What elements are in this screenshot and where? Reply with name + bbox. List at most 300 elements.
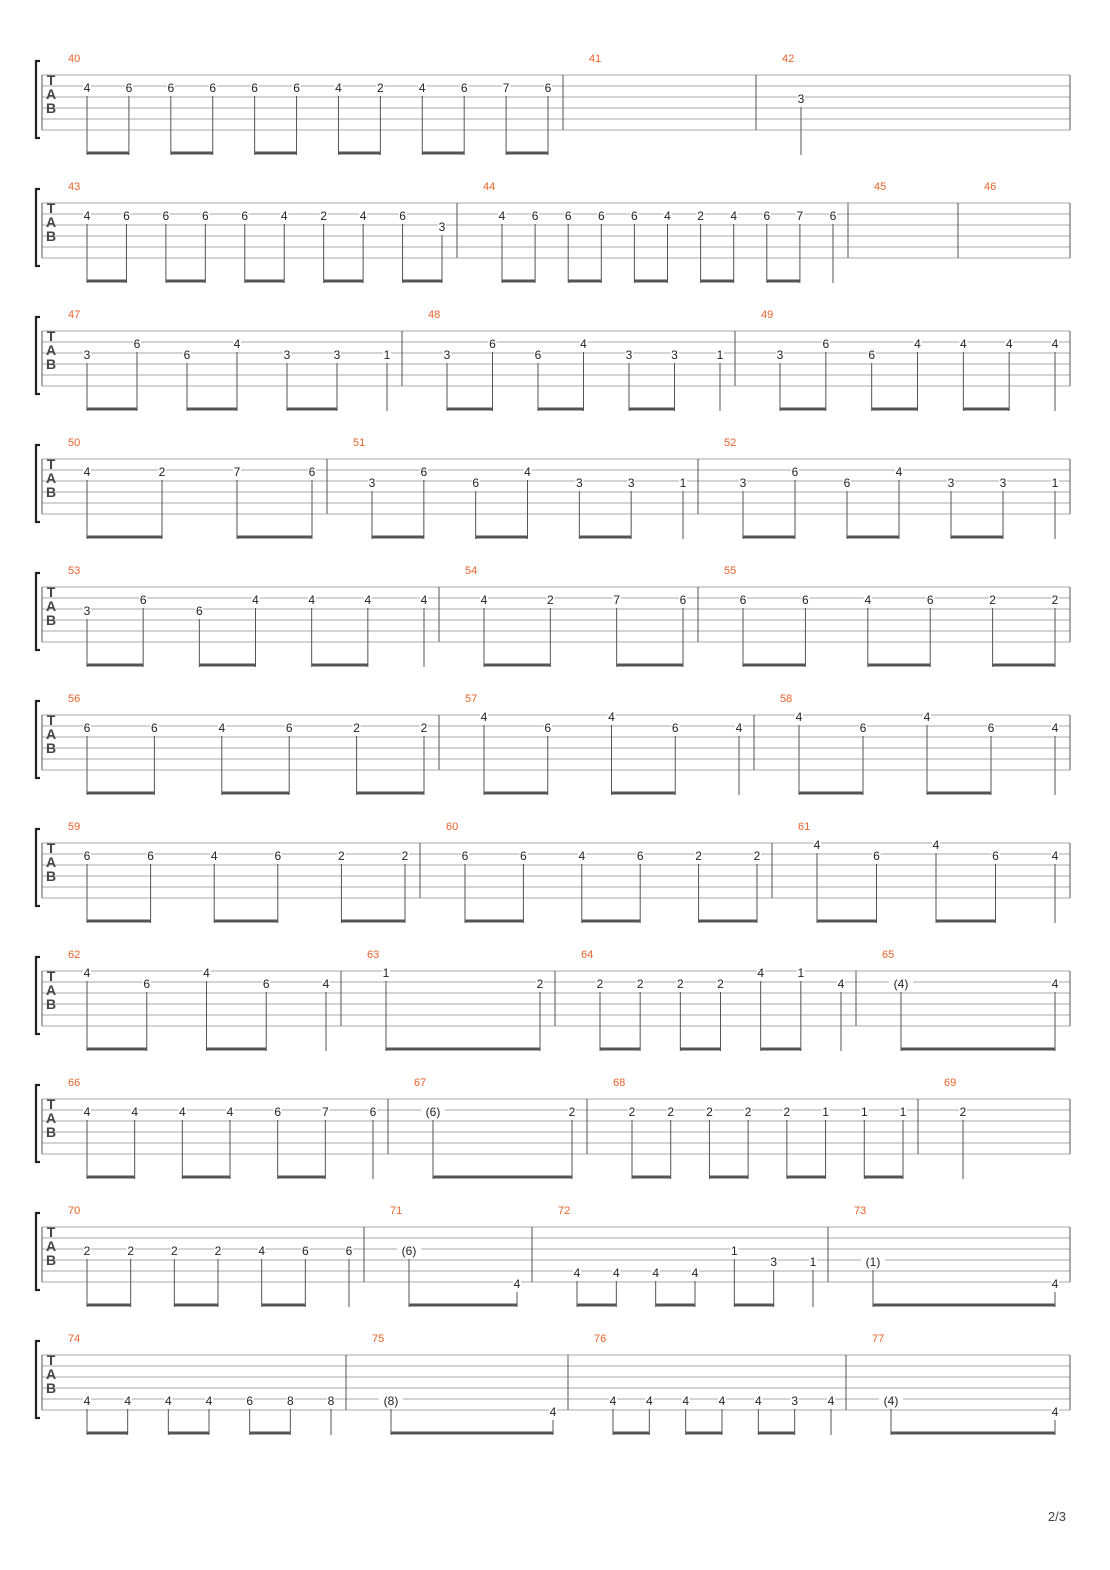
fret-number: 3 bbox=[671, 348, 678, 362]
measure bbox=[68, 181, 446, 283]
fret-number: 4 bbox=[1051, 1277, 1059, 1291]
fret-number: 4 bbox=[864, 593, 872, 607]
tab-clef-letter: B bbox=[45, 100, 57, 116]
fret-number: (8) bbox=[383, 1394, 399, 1408]
tab-clef-letter: B bbox=[45, 612, 57, 628]
measure bbox=[483, 181, 837, 283]
fret-number: 7 bbox=[233, 465, 241, 479]
measure bbox=[465, 565, 687, 667]
tab-clef-letter: B bbox=[45, 1380, 57, 1396]
measure bbox=[68, 693, 428, 795]
fret-number: 1 bbox=[730, 1244, 738, 1258]
fret-number: 4 bbox=[730, 209, 738, 223]
fret-number: 2 bbox=[717, 977, 724, 991]
tab-clef-letter: T bbox=[46, 1224, 56, 1240]
measure-number: 54 bbox=[465, 565, 478, 577]
fret-number: 4 bbox=[1051, 721, 1059, 735]
fret-number: 6 bbox=[802, 593, 809, 607]
tab-clef-letter: T bbox=[46, 328, 56, 344]
measure-number: 51 bbox=[353, 437, 366, 449]
tab-clef-letter: A bbox=[45, 982, 57, 998]
measure bbox=[613, 1077, 907, 1179]
system-bracket bbox=[36, 573, 40, 650]
fret-number: 4 bbox=[83, 966, 91, 980]
fret-number: 4 bbox=[959, 337, 967, 351]
fret-number: 6 bbox=[544, 81, 552, 95]
measure bbox=[724, 565, 1059, 667]
measure-number: 60 bbox=[446, 821, 459, 833]
fret-number: 6 bbox=[274, 1105, 282, 1119]
measure-number: 44 bbox=[483, 181, 496, 193]
page-number: 2/3 bbox=[1047, 1509, 1066, 1524]
measure bbox=[798, 821, 1059, 923]
fret-number: (4) bbox=[883, 1394, 899, 1408]
fret-number: 4 bbox=[923, 710, 931, 724]
measure bbox=[390, 1205, 521, 1307]
system-bracket bbox=[36, 829, 40, 906]
fret-number: 6 bbox=[843, 476, 851, 490]
measure-number: 42 bbox=[782, 53, 795, 65]
fret-number: 1 bbox=[809, 1255, 817, 1269]
fret-number: 1 bbox=[1051, 476, 1059, 490]
system-bracket bbox=[36, 61, 40, 138]
fret-number: 6 bbox=[763, 209, 771, 223]
fret-number: 2 bbox=[127, 1244, 135, 1258]
fret-number: 4 bbox=[691, 1266, 699, 1280]
tab-clef-letter: A bbox=[45, 1238, 57, 1254]
fret-number: 4 bbox=[131, 1105, 139, 1119]
fret-number: 4 bbox=[83, 465, 91, 479]
fret-number: 2 bbox=[783, 1105, 791, 1119]
fret-number: 4 bbox=[164, 1394, 172, 1408]
measure bbox=[414, 1077, 576, 1179]
fret-number: 2 bbox=[170, 1244, 178, 1258]
measure-number: 75 bbox=[372, 1333, 385, 1345]
measure-number: 58 bbox=[780, 693, 793, 705]
system-bracket bbox=[36, 189, 40, 266]
fret-number: 2 bbox=[214, 1244, 222, 1258]
fret-number: 6 bbox=[829, 209, 837, 223]
fret-number: 6 bbox=[987, 721, 995, 735]
measure-number: 68 bbox=[613, 1077, 626, 1089]
measure-number: 40 bbox=[68, 53, 81, 65]
system-bracket bbox=[36, 957, 40, 1034]
fret-number: 6 bbox=[133, 337, 141, 351]
measure bbox=[446, 821, 761, 923]
fret-number: 6 bbox=[399, 209, 406, 223]
tab-clef-letter: A bbox=[45, 1366, 57, 1382]
fret-number: 4 bbox=[718, 1394, 726, 1408]
fret-number: 4 bbox=[813, 838, 821, 852]
fret-number: 6 bbox=[123, 209, 130, 223]
measure bbox=[782, 53, 805, 155]
fret-number: 2 bbox=[1051, 593, 1059, 607]
fret-number: 6 bbox=[369, 1105, 377, 1119]
fret-number: 4 bbox=[735, 721, 743, 735]
measure-number: 63 bbox=[367, 949, 380, 961]
measure bbox=[428, 309, 724, 411]
measure bbox=[944, 1077, 967, 1179]
fret-number: 6 bbox=[151, 721, 158, 735]
fret-number: 6 bbox=[631, 209, 638, 223]
fret-number: 6 bbox=[139, 593, 147, 607]
fret-number: 4 bbox=[682, 1394, 690, 1408]
measure bbox=[367, 949, 544, 1051]
fret-number: 2 bbox=[695, 849, 702, 863]
tab-clef-letter: B bbox=[45, 356, 57, 372]
fret-number: 4 bbox=[580, 337, 587, 351]
fret-number: 1 bbox=[383, 348, 391, 362]
tab-clef-letter: T bbox=[46, 840, 56, 856]
fret-number: 6 bbox=[209, 81, 217, 95]
fret-number: 8 bbox=[327, 1394, 335, 1408]
fret-number: 3 bbox=[83, 604, 91, 618]
fret-number: 4 bbox=[233, 337, 241, 351]
fret-number: 2 bbox=[420, 721, 428, 735]
tab-clef-letter: B bbox=[45, 740, 57, 756]
fret-number: 4 bbox=[364, 593, 372, 607]
system-bracket bbox=[36, 1213, 40, 1290]
fret-number: 6 bbox=[183, 348, 191, 362]
measure bbox=[465, 693, 743, 795]
measure-number: 49 bbox=[761, 309, 774, 321]
fret-number: 4 bbox=[480, 593, 488, 607]
fret-number: 4 bbox=[83, 209, 91, 223]
fret-number: 6 bbox=[83, 849, 91, 863]
fret-number: 4 bbox=[252, 593, 259, 607]
measure bbox=[581, 949, 845, 1051]
fret-number: 4 bbox=[757, 966, 765, 980]
measure-number: 55 bbox=[724, 565, 737, 577]
fret-number: 1 bbox=[716, 348, 724, 362]
measure bbox=[761, 309, 1059, 411]
tab-clef-letter: A bbox=[45, 86, 57, 102]
fret-number: 3 bbox=[438, 220, 446, 234]
tab-clef-letter: T bbox=[46, 72, 56, 88]
fret-number: 4 bbox=[664, 209, 671, 223]
fret-number: 4 bbox=[226, 1105, 234, 1119]
fret-number: 6 bbox=[293, 81, 300, 95]
fret-number: 6 bbox=[308, 465, 316, 479]
fret-number: 4 bbox=[573, 1266, 581, 1280]
tab-clef-letter: B bbox=[45, 868, 57, 884]
fret-number: 6 bbox=[868, 348, 876, 362]
fret-number: 4 bbox=[837, 977, 845, 991]
fret-number: 4 bbox=[418, 81, 426, 95]
tab-clef-letter: B bbox=[45, 996, 57, 1012]
fret-number: 6 bbox=[822, 337, 830, 351]
fret-number: 6 bbox=[544, 721, 552, 735]
measure bbox=[68, 1077, 377, 1179]
tab-clef-letter: A bbox=[45, 726, 57, 742]
fret-number: 4 bbox=[578, 849, 586, 863]
fret-number: 2 bbox=[628, 1105, 636, 1119]
tab-clef-letter: T bbox=[46, 1096, 56, 1112]
fret-number: 2 bbox=[338, 849, 345, 863]
fret-number: 6 bbox=[489, 337, 496, 351]
fret-number: 4 bbox=[1051, 849, 1059, 863]
fret-number: 4 bbox=[895, 465, 903, 479]
fret-number: 4 bbox=[1051, 337, 1059, 351]
fret-number: (6) bbox=[401, 1244, 417, 1258]
fret-number: 6 bbox=[125, 81, 133, 95]
fret-number: 2 bbox=[636, 977, 644, 991]
measure-number: 74 bbox=[68, 1333, 81, 1345]
fret-number: 6 bbox=[679, 593, 687, 607]
fret-number: 4 bbox=[210, 849, 218, 863]
fret-number: 2 bbox=[158, 465, 166, 479]
measure-number: 61 bbox=[798, 821, 811, 833]
fret-number: 4 bbox=[335, 81, 342, 95]
system-bracket bbox=[36, 1085, 40, 1162]
fret-number: 6 bbox=[301, 1244, 309, 1258]
measure-number: 70 bbox=[68, 1205, 81, 1217]
staff-system bbox=[36, 821, 1070, 923]
measure-number: 57 bbox=[465, 693, 478, 705]
fret-number: 3 bbox=[368, 476, 376, 490]
fret-number: 6 bbox=[992, 849, 999, 863]
fret-number: 6 bbox=[162, 209, 170, 223]
measure bbox=[353, 437, 687, 539]
fret-number: 6 bbox=[859, 721, 867, 735]
measure bbox=[68, 1205, 353, 1307]
fret-number: 4 bbox=[359, 209, 367, 223]
measure bbox=[874, 181, 886, 193]
measure-number: 43 bbox=[68, 181, 81, 193]
measure-number: 45 bbox=[874, 181, 887, 193]
tab-clef-letter: A bbox=[45, 470, 57, 486]
fret-number: 2 bbox=[697, 209, 704, 223]
fret-number: 6 bbox=[262, 977, 270, 991]
staff-system bbox=[36, 1077, 1070, 1179]
fret-number: 6 bbox=[520, 849, 527, 863]
fret-number: 8 bbox=[286, 1394, 294, 1408]
measure bbox=[724, 437, 1059, 539]
fret-number: 6 bbox=[472, 476, 480, 490]
system-bracket bbox=[36, 1341, 40, 1418]
fret-number: 6 bbox=[246, 1394, 254, 1408]
fret-number: 4 bbox=[83, 1105, 91, 1119]
fret-number: 4 bbox=[124, 1394, 132, 1408]
fret-number: 4 bbox=[652, 1266, 660, 1280]
fret-number: 3 bbox=[776, 348, 784, 362]
staff-system bbox=[36, 1205, 1070, 1307]
fret-number: 4 bbox=[83, 1394, 91, 1408]
measure-number: 62 bbox=[68, 949, 81, 961]
staff-system bbox=[36, 693, 1070, 795]
fret-number: 4 bbox=[1051, 977, 1059, 991]
tab-clef-letter: A bbox=[45, 854, 57, 870]
fret-number: 6 bbox=[143, 977, 151, 991]
fret-number: 6 bbox=[791, 465, 799, 479]
fret-number: 6 bbox=[285, 721, 293, 735]
fret-number: 4 bbox=[608, 710, 615, 724]
fret-number: 2 bbox=[536, 977, 544, 991]
fret-number: 1 bbox=[382, 966, 390, 980]
fret-number: 1 bbox=[899, 1105, 907, 1119]
fret-number: 6 bbox=[636, 849, 644, 863]
fret-number: 2 bbox=[401, 849, 409, 863]
fret-number: 4 bbox=[549, 1405, 557, 1419]
fret-number: 1 bbox=[679, 476, 687, 490]
fret-number: 4 bbox=[645, 1394, 653, 1408]
staff-system bbox=[36, 949, 1070, 1051]
measure-number: 53 bbox=[68, 565, 81, 577]
fret-number: 6 bbox=[671, 721, 679, 735]
fret-number: 6 bbox=[251, 81, 258, 95]
tab-clef-letter: B bbox=[45, 1124, 57, 1140]
fret-number: 7 bbox=[796, 209, 804, 223]
measure-number: 77 bbox=[872, 1333, 885, 1345]
staff-system bbox=[36, 565, 1070, 667]
fret-number: 6 bbox=[460, 81, 468, 95]
fret-number: 4 bbox=[609, 1394, 617, 1408]
fret-number: 4 bbox=[280, 209, 288, 223]
fret-number: 6 bbox=[597, 209, 605, 223]
fret-number: 4 bbox=[754, 1394, 762, 1408]
staff-system bbox=[36, 309, 1070, 411]
fret-number: 2 bbox=[706, 1105, 713, 1119]
fret-number: 1 bbox=[860, 1105, 868, 1119]
measure bbox=[854, 1205, 1059, 1307]
fret-number: 4 bbox=[914, 337, 921, 351]
tab-clef-letter: A bbox=[45, 598, 57, 614]
measure bbox=[68, 949, 330, 1051]
tab-clef-letter: T bbox=[46, 200, 56, 216]
fret-number: 6 bbox=[241, 209, 249, 223]
measure-number: 48 bbox=[428, 309, 441, 321]
measure bbox=[780, 693, 1059, 795]
fret-number: 6 bbox=[201, 209, 209, 223]
fret-number: 2 bbox=[568, 1105, 576, 1119]
fret-number: 6 bbox=[274, 849, 282, 863]
fret-number: 4 bbox=[1005, 337, 1013, 351]
tab-clef-letter: T bbox=[46, 968, 56, 984]
fret-number: 3 bbox=[443, 348, 451, 362]
fret-number: 3 bbox=[625, 348, 633, 362]
measure-number: 71 bbox=[390, 1205, 403, 1217]
fret-number: 6 bbox=[534, 348, 542, 362]
fret-number: 3 bbox=[999, 476, 1007, 490]
fret-number: 6 bbox=[564, 209, 572, 223]
fret-number: 3 bbox=[283, 348, 291, 362]
measure bbox=[872, 1333, 1059, 1435]
fret-number: 3 bbox=[791, 1394, 799, 1408]
measure-number: 41 bbox=[589, 53, 602, 65]
fret-number: 6 bbox=[531, 209, 539, 223]
measure-number: 46 bbox=[984, 181, 997, 193]
fret-number: 3 bbox=[575, 476, 583, 490]
fret-number: 4 bbox=[827, 1394, 835, 1408]
fret-number: 3 bbox=[333, 348, 341, 362]
measure-number: 76 bbox=[594, 1333, 607, 1345]
measure-number: 73 bbox=[854, 1205, 867, 1217]
tab-clef-letter: T bbox=[46, 1352, 56, 1368]
measure bbox=[984, 181, 996, 193]
measure-number: 67 bbox=[414, 1077, 427, 1089]
fret-number: 6 bbox=[461, 849, 469, 863]
fret-number: 2 bbox=[596, 977, 604, 991]
fret-number: 4 bbox=[420, 593, 428, 607]
staff-system bbox=[36, 1333, 1070, 1435]
tab-clef-letter: T bbox=[46, 584, 56, 600]
measure bbox=[68, 565, 428, 667]
fret-number: 4 bbox=[178, 1105, 186, 1119]
measure bbox=[372, 1333, 557, 1435]
fret-number: 2 bbox=[353, 721, 360, 735]
fret-number: 6 bbox=[345, 1244, 353, 1258]
fret-number: 4 bbox=[480, 710, 488, 724]
measure bbox=[594, 1333, 835, 1435]
fret-number: 2 bbox=[989, 593, 996, 607]
measure-number: 72 bbox=[558, 1205, 571, 1217]
tab-clef-letter: T bbox=[46, 456, 56, 472]
system-bracket bbox=[36, 701, 40, 778]
fret-number: 2 bbox=[377, 81, 384, 95]
fret-number: 2 bbox=[676, 977, 684, 991]
fret-number: 7 bbox=[321, 1105, 329, 1119]
fret-number: 1 bbox=[797, 966, 805, 980]
measure-number: 59 bbox=[68, 821, 81, 833]
fret-number: 1 bbox=[822, 1105, 829, 1119]
measure-number: 64 bbox=[581, 949, 594, 961]
fret-number: 2 bbox=[753, 849, 761, 863]
fret-number: 4 bbox=[612, 1266, 620, 1280]
measure bbox=[68, 53, 552, 155]
fret-number: (1) bbox=[865, 1255, 881, 1269]
system-bracket bbox=[36, 317, 40, 394]
fret-number: 4 bbox=[498, 209, 506, 223]
measure-number: 52 bbox=[724, 437, 737, 449]
fret-number: (6) bbox=[425, 1105, 441, 1119]
fret-number: 6 bbox=[873, 849, 880, 863]
fret-number: 3 bbox=[627, 476, 635, 490]
fret-number: 3 bbox=[739, 476, 747, 490]
fret-number: 3 bbox=[770, 1255, 778, 1269]
fret-number: 4 bbox=[932, 838, 940, 852]
fret-number: 6 bbox=[926, 593, 934, 607]
tab-clef-letter: A bbox=[45, 342, 57, 358]
fret-number: 2 bbox=[667, 1105, 675, 1119]
tab-clef-letter: B bbox=[45, 1252, 57, 1268]
measure bbox=[68, 309, 391, 411]
tab-clef-letter: B bbox=[45, 484, 57, 500]
fret-number: 3 bbox=[83, 348, 91, 362]
tab-clef-letter: A bbox=[45, 214, 57, 230]
staff-system bbox=[36, 53, 1070, 155]
measure bbox=[882, 949, 1059, 1051]
measure bbox=[68, 1333, 335, 1435]
fret-number: 6 bbox=[195, 604, 203, 618]
fret-number: 4 bbox=[795, 710, 803, 724]
fret-number: 4 bbox=[513, 1277, 521, 1291]
measure-number: 65 bbox=[882, 949, 895, 961]
tab-clef-letter: B bbox=[45, 228, 57, 244]
measure bbox=[589, 53, 601, 65]
fret-number: 4 bbox=[205, 1394, 213, 1408]
fret-number: 6 bbox=[83, 721, 91, 735]
measure bbox=[558, 1205, 817, 1307]
fret-number: 4 bbox=[322, 977, 330, 991]
fret-number: 2 bbox=[959, 1105, 967, 1119]
measure bbox=[68, 437, 316, 539]
fret-number: 3 bbox=[797, 92, 805, 106]
tab-clef-letter: A bbox=[45, 1110, 57, 1126]
measure-number: 69 bbox=[944, 1077, 957, 1089]
fret-number: 6 bbox=[147, 849, 154, 863]
staff-system bbox=[36, 181, 1070, 283]
tab-clef-letter: T bbox=[46, 712, 56, 728]
